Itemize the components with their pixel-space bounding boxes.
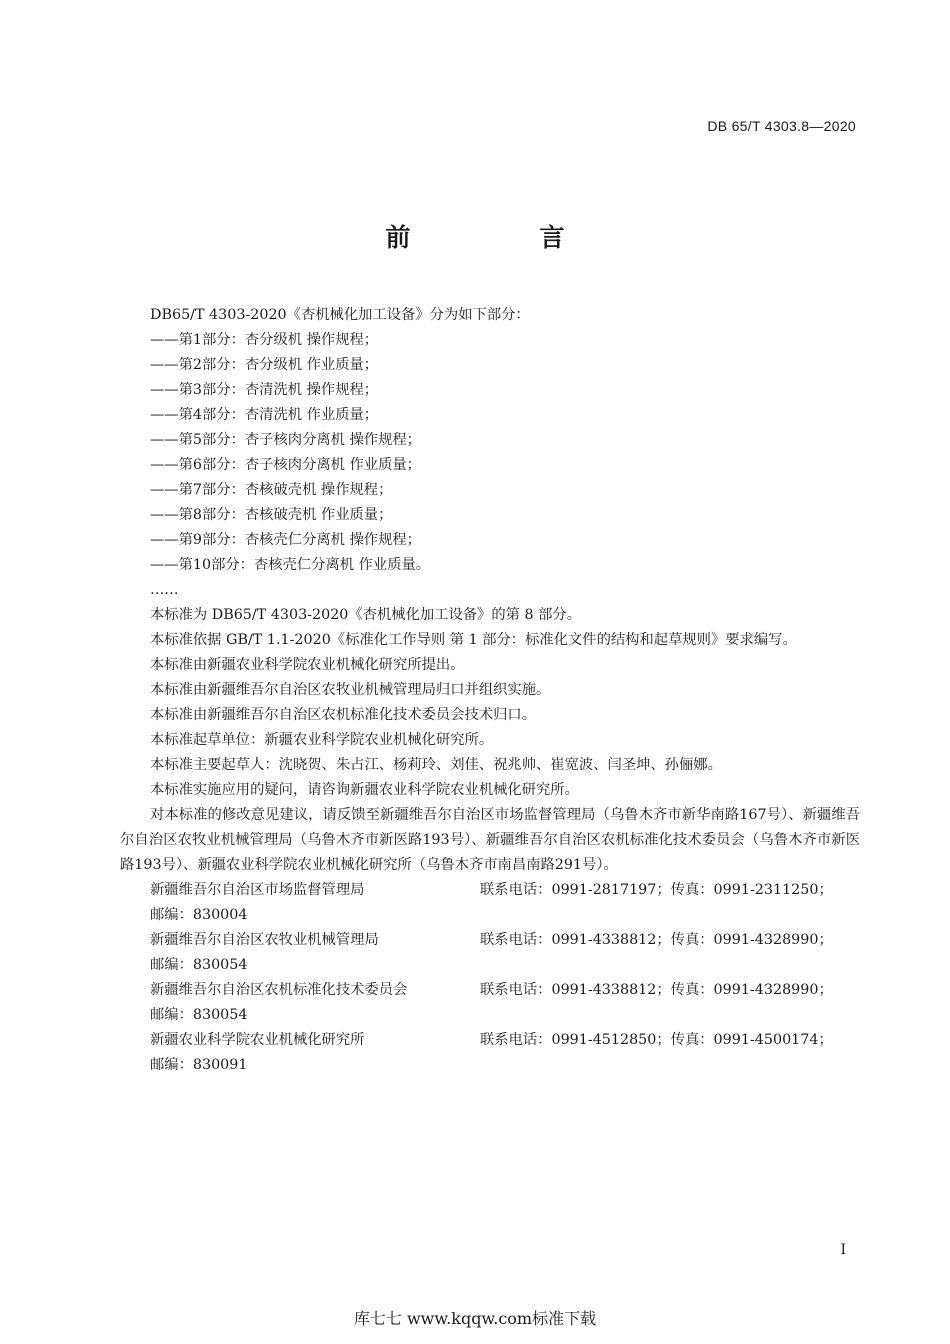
contact-phone: 联系电话：0991-4338812；传真：0991-4328990； [480, 982, 833, 998]
statement: 本标准主要起草人：沈晓贺、朱占江、杨莉玲、刘佳、祝兆帅、崔宽波、闫圣坤、孙俪娜。 [150, 757, 722, 773]
part-item: ——第9部分：杏核壳仁分离机 操作规程； [150, 532, 421, 548]
statement: 本标准依据 GB/T 1.1-2020《标准化工作导则 第 1 部分：标准化文件的结构和起草规则》要求编写。 [150, 632, 797, 648]
page-title: 前 言 [385, 223, 617, 252]
contact-name: 新疆农业科学院农业机械化研究所 [150, 1032, 365, 1048]
standard-code: DB 65/T 4303.8—2020 [707, 118, 856, 134]
document-body [120, 303, 860, 1078]
page-number: I [840, 1242, 846, 1258]
contact-zip: 邮编：830091 [150, 1057, 248, 1073]
contacts-list [120, 878, 860, 1078]
part-item: ——第3部分：杏清洗机 操作规程； [150, 382, 379, 398]
statement: 本标准起草单位：新疆农业科学院农业机械化研究所。 [150, 732, 494, 748]
contact-entry [150, 978, 860, 1028]
contact-entry [150, 1028, 860, 1078]
parts-list [120, 328, 860, 603]
contact-phone: 联系电话：0991-2817197；传真：0991-2311250； [480, 882, 833, 898]
part-item: ——第6部分：杏子核肉分离机 作业质量； [150, 457, 421, 473]
statement: 本标准由新疆维吾尔自治区农牧业机械管理局归口并组织实施。 [150, 682, 551, 698]
part-item: ——第5部分：杏子核肉分离机 操作规程； [150, 432, 421, 448]
contact-name: 新疆维吾尔自治区农牧业机械管理局 [150, 932, 379, 948]
contact-name: 新疆维吾尔自治区市场监督管理局 [150, 882, 365, 898]
statements [120, 603, 860, 803]
contact-zip: 邮编：830054 [150, 1007, 248, 1023]
contact-entry [150, 878, 860, 928]
statement: 本标准实施应用的疑问，请咨询新疆农业科学院农业机械化研究所。 [150, 782, 579, 798]
intro-line: DB65/T 4303-2020《杏机械化加工设备》分为如下部分： [150, 307, 530, 323]
part-item: ——第2部分：杏分级机 作业质量； [150, 357, 379, 373]
feedback-paragraph: 对本标准的修改意见建议，请反馈至新疆维吾尔自治区市场监督管理局（乌鲁木齐市新华南路167号）、新疆维吾尔自治区农牧业机械管理局（乌鲁木齐市新医路193号）、新疆维吾尔自治区农机标准化技术委员会（乌鲁木齐市新医路193号）、新疆农业科学院农业机械化研究所（乌鲁木齐市南昌南路291号）。 [120, 807, 860, 873]
contact-phone: 联系电话：0991-4512850；传真：0991-4500174； [480, 1032, 833, 1048]
statement: 本标准为 DB65/T 4303-2020《杏机械化加工设备》的第 8 部分。 [150, 607, 582, 623]
contact-zip: 邮编：830004 [150, 907, 248, 923]
part-item: ——第4部分：杏清洗机 作业质量； [150, 407, 379, 423]
part-item: ——第8部分：杏核破壳机 作业质量； [150, 507, 393, 523]
contact-name: 新疆维吾尔自治区农机标准化技术委员会 [150, 982, 408, 998]
statement: 本标准由新疆维吾尔自治区农机标准化技术委员会技术归口。 [150, 707, 537, 723]
part-item: ——第1部分：杏分级机 操作规程； [150, 332, 379, 348]
part-item: ——第10部分：杏核壳仁分离机 作业质量。 [150, 557, 431, 573]
footer-watermark: 库七七 www.kqqw.com标准下载 [353, 1309, 597, 1328]
contact-phone: 联系电话：0991-4338812；传真：0991-4328990； [480, 932, 833, 948]
statement: 本标准由新疆农业科学院农业机械化研究所提出。 [150, 657, 465, 673]
part-item: ——第7部分：杏核破壳机 操作规程； [150, 482, 393, 498]
contact-entry [150, 928, 860, 978]
contact-zip: 邮编：830054 [150, 957, 248, 973]
part-ellipsis: …… [150, 582, 179, 598]
